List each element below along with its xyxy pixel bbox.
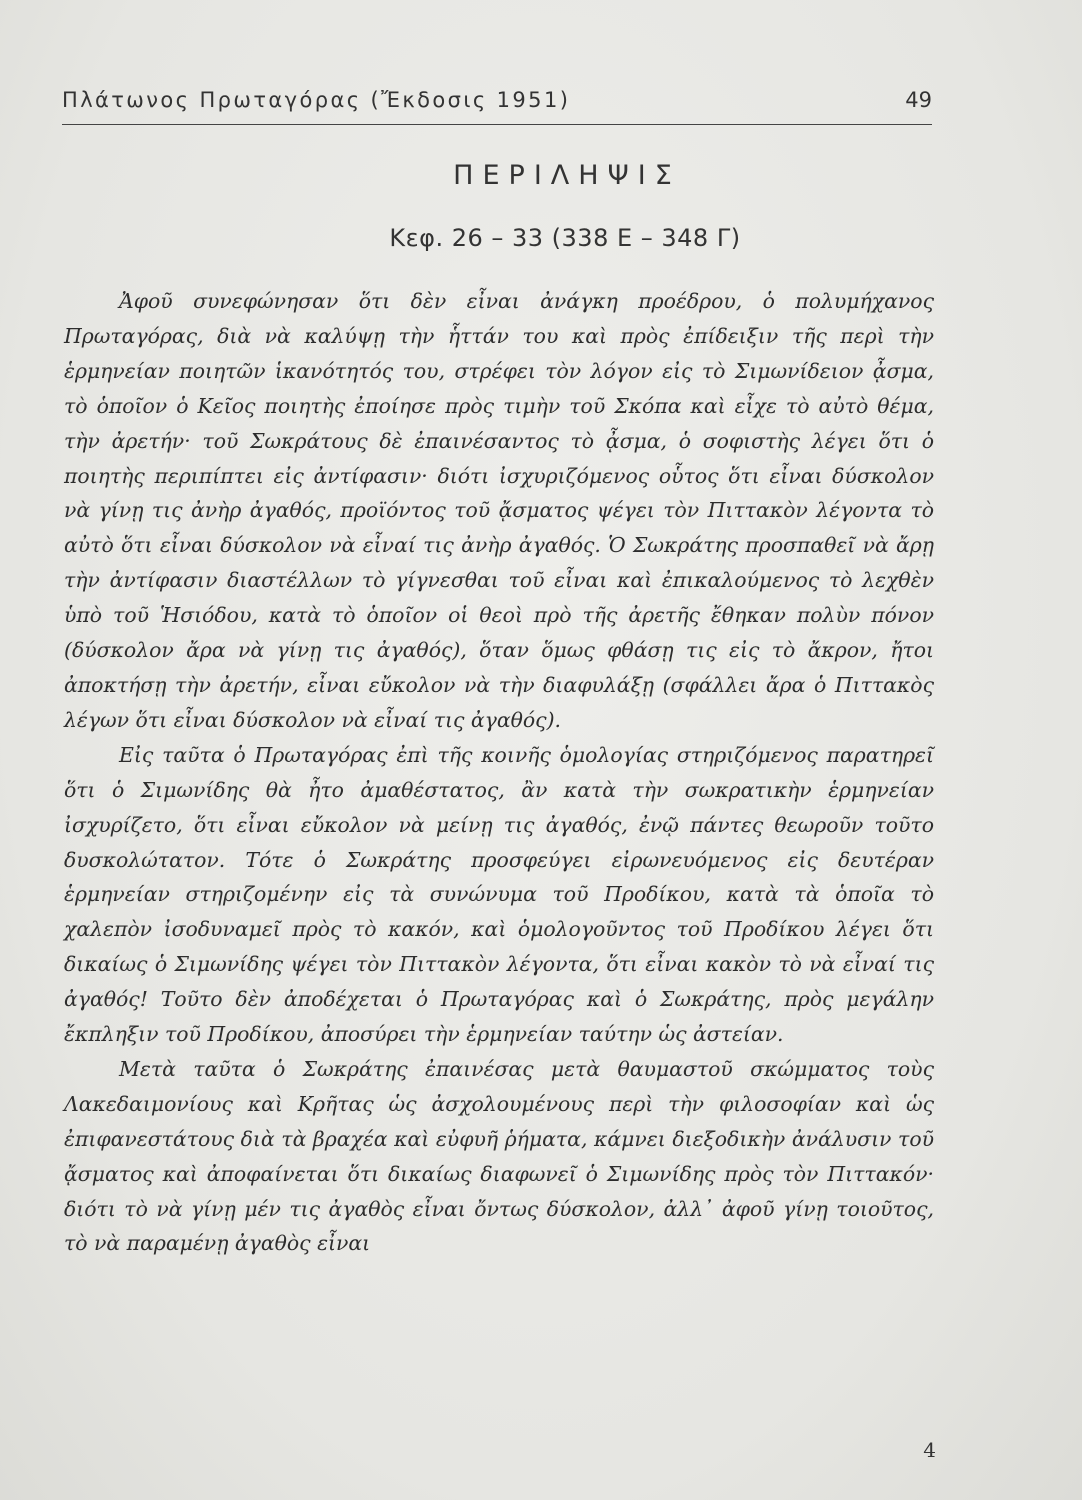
header-rule xyxy=(62,124,932,125)
signature-mark: 4 xyxy=(923,1438,936,1462)
section-title: ΠΕΡΙΛΗΨΙΣ xyxy=(453,160,681,191)
summary-body xyxy=(64,284,934,1261)
paragraph: Εἰς ταῦτα ὁ Πρωταγόρας ἐπὶ τῆς κοινῆς ὁμολογίας στηριζόμενος παρατηρεῖ ὅτι ὁ Σιμωνίδης θὰ ἦτο ἀμαθέστατος, ἂν κατὰ τὴν σωκρατικὴν ἑρμηνείαν ἰσχυρίζετο, ὅτι εἶναι εὔκολον νὰ μείνῃ τις ἀγαθός, ἐνῷ πάντες θεωροῦν τοῦτο δυσκολώτατον. Τότε ὁ Σωκράτης προσφεύγει εἰρωνευόμενος εἰς δευτέραν ἑρμηνείαν στηριζομένην εἰς τὰ συνώνυμα τοῦ Προδίκου, κατὰ τὰ ὁποῖα τὸ χαλεπὸν ἰσοδυναμεῖ πρὸς τὸ κακόν, καὶ ὁμολογοῦντος τοῦ Προδίκου λέγει ὅτι δικαίως ὁ Σιμωνίδης ψέγει τὸν Πιττακὸν λέγοντα, ὅτι εἶναι κακὸν τὸ νὰ εἶναί τις ἀγαθός! Τοῦτο δὲν ἀποδέχεται ὁ Πρωταγόρας καὶ ὁ Σωκράτης, πρὸς μεγάλην ἔκπληξιν τοῦ Προδίκου, ἀποσύρει τὴν ἑρμηνείαν ταύτην ὡς ἀστείαν. xyxy=(64,742,934,1047)
page-number: 49 xyxy=(905,88,932,112)
paragraph: Ἀφοῦ συνεφώνησαν ὅτι δὲν εἶναι ἀνάγκη προέδρου, ὁ πολυμήχανος Πρωταγόρας, διὰ νὰ καλύψῃ τὴν ἧττάν του καὶ πρὸς ἐπίδειξιν τῆς περὶ τὴν ἑρμηνείαν ποιητῶν ἱκανότητός του, στρέφει τὸν λόγον εἰς τὸ Σιμωνίδειον ᾆσμα, τὸ ὁποῖον ὁ Κεῖος ποιητὴς ἐποίησε πρὸς τιμὴν τοῦ Σκόπα καὶ εἶχε τὸ αὐτὸ θέμα, τὴν ἀρετήν· τοῦ Σωκράτους δὲ ἐπαινέσαντος τὸ ᾆσμα, ὁ σοφιστὴς λέγει ὅτι ὁ ποιητὴς περιπίπτει εἰς ἀντίφασιν· διότι ἰσχυριζόμενος οὗτος ὅτι εἶναι δύσκολον νὰ γίνῃ τις ἀνὴρ ἀγαθός, προϊόντος τοῦ ᾄσματος ψέγει τὸν Πιττακὸν λέγοντα τὸ αὐτὸ ὅτι εἶναι δύσκολον νὰ εἶναί τις ἀνὴρ ἀγαθός. Ὁ Σωκράτης προσπαθεῖ νὰ ἄρῃ τὴν ἀντίφασιν διαστέλλων τὸ γίγνεσθαι τοῦ εἶναι καὶ ἐπικαλούμενος τὸ λεχθὲν ὑπὸ τοῦ Ἡσιόδου, κατὰ τὸ ὁποῖον οἱ θεοὶ πρὸ τῆς ἀρετῆς ἔθηκαν πολὺν πόνον (δύσκολον ἄρα νὰ γίνῃ τις ἀγαθός), ὅταν ὅμως φθάσῃ τις εἰς τὸ ἄκρον, ἤτοι ἀποκτήσῃ τὴν ἀρετήν, εἶναι εὔκολον νὰ τὴν διαφυλάξῃ (σφάλλει ἄρα ὁ Πιττακὸς λέγων ὅτι εἶναι δύσκολον νὰ εἶναί τις ἀγαθός). xyxy=(64,289,934,732)
section-subtitle: Κεφ. 26 – 33 (338 Ε – 348 Γ) xyxy=(389,224,741,252)
running-head xyxy=(62,88,932,112)
paragraph: Μετὰ ταῦτα ὁ Σωκράτης ἐπαινέσας μετὰ θαυμαστοῦ σκώμματος τοὺς Λακεδαιμονίους καὶ Κρῆτας ὡς ἀσχολουμένους περὶ τὴν φιλοσοφίαν καὶ ὡς ἐπιφανεστάτους διὰ τὰ βραχέα καὶ εὐφυῆ ῥήματα, κάμνει διεξοδικὴν ἀνάλυσιν τοῦ ᾄσματος καὶ ἀποφαίνεται ὅτι δικαίως διαφωνεῖ ὁ Σιμωνίδης πρὸς τὸν Πιττακόν· διότι τὸ νὰ γίνῃ μέν τις ἀγαθὸς εἶναι ὄντως δύσκολον, ἀλλ᾽ ἀφοῦ γίνῃ τοιοῦτος, τὸ νὰ παραμένῃ ἀγαθὸς εἶναι xyxy=(64,1056,934,1256)
running-title: Πλάτωνος Πρωταγόρας (Ἔκδοσις 1951) xyxy=(62,88,571,112)
